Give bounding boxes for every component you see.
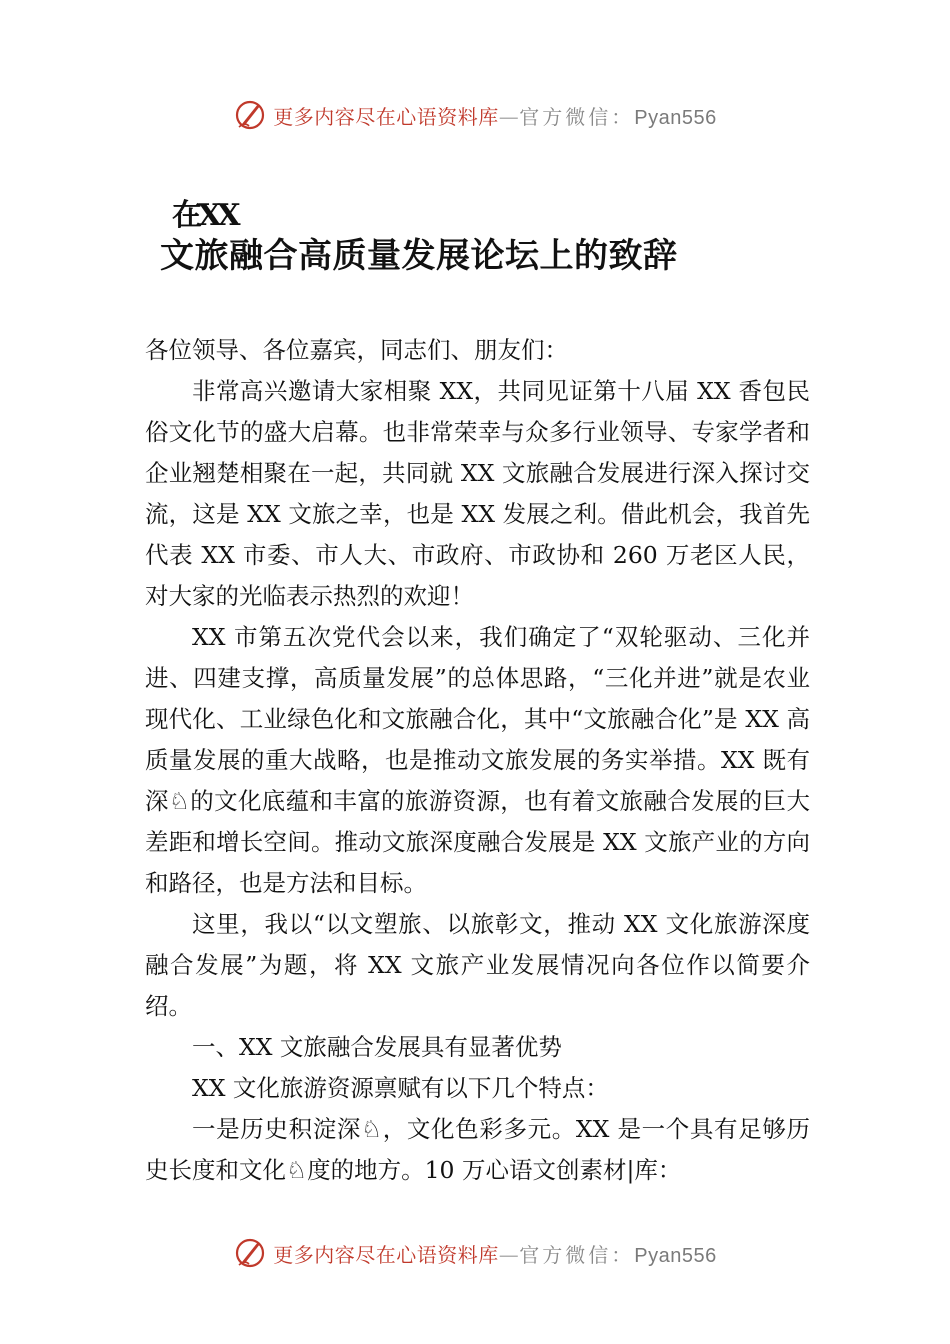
page-title: 文旅融合高质量发展论坛上的致辞	[160, 236, 678, 276]
banner-dash: —	[498, 1242, 520, 1267]
section-heading: 一、XX 文旅融合发展具有显著优势	[192, 1033, 562, 1061]
wechat-id: Pyan556	[634, 1244, 717, 1267]
footer-banner	[0, 1233, 950, 1273]
paragraph: XX 文化旅游资源禀赋有以下几个特点：	[192, 1074, 609, 1102]
wechat-id: Pyan556	[634, 106, 717, 129]
banner-dash: —	[498, 104, 520, 129]
paragraph: XX 市第五次党代会以来，我们确定了“双轮驱动、三化并进、四建支撑，高质量发展”的总体思路，“三化并进”就是农业现代化、工业绿色化和文旅融合化，其中“文旅融合化”是 XX 高质量发展的重大战略，也是推动文旅发展的务实举措。XX 既有深♘的文化底蕴和丰富的旅游资源，也有着文旅融合发展的巨大差距和增长空间。推动文旅深度融合发展是 XX 文旅产业的方向和路径，也是方法和目标。	[145, 623, 810, 897]
paragraph: 非常高兴邀请大家相聚 XX，共同见证第十八届 XX 香包民俗文化节的盛大启幕。也非常荣幸与众多行业领导、专家学者和企业翘楚相聚在一起，共同就 XX 文旅融合发展进行深入探讨交流，这是 XX 文旅之幸，也是 XX 发展之利。借此机会，我首先代表 XX 市委、市人大、市政府、市政协和 260 万老区人民，对大家的光临表示热烈的欢迎！	[145, 377, 810, 610]
banner-text	[273, 1239, 716, 1268]
paragraph: 一是历史积淀深♘，文化色彩多元。XX 是一个具有足够历史长度和文化♘度的地方。10 万心语文创素材|库：	[145, 1115, 810, 1184]
document-body	[145, 330, 810, 1191]
quill-logo-icon	[233, 98, 267, 132]
title-prefix: 在XX	[172, 198, 237, 233]
wechat-label: 官方微信：	[519, 1242, 635, 1267]
banner-red-text: 更多内容尽在心语资料库	[273, 1242, 499, 1267]
banner-text	[273, 101, 716, 130]
quill-logo-icon	[233, 1236, 267, 1270]
wechat-label: 官方微信：	[519, 104, 635, 129]
banner-red-text: 更多内容尽在心语资料库	[273, 104, 499, 129]
header-banner	[0, 95, 950, 135]
paragraph: 这里，我以“以文塑旅、以旅彰文，推动 XX 文化旅游深度融合发展”为题，将 XX 文旅产业发展情况向各位作以简要介绍。	[145, 910, 810, 1020]
salutation: 各位领导、各位嘉宾，同志们、朋友们：	[145, 336, 568, 364]
